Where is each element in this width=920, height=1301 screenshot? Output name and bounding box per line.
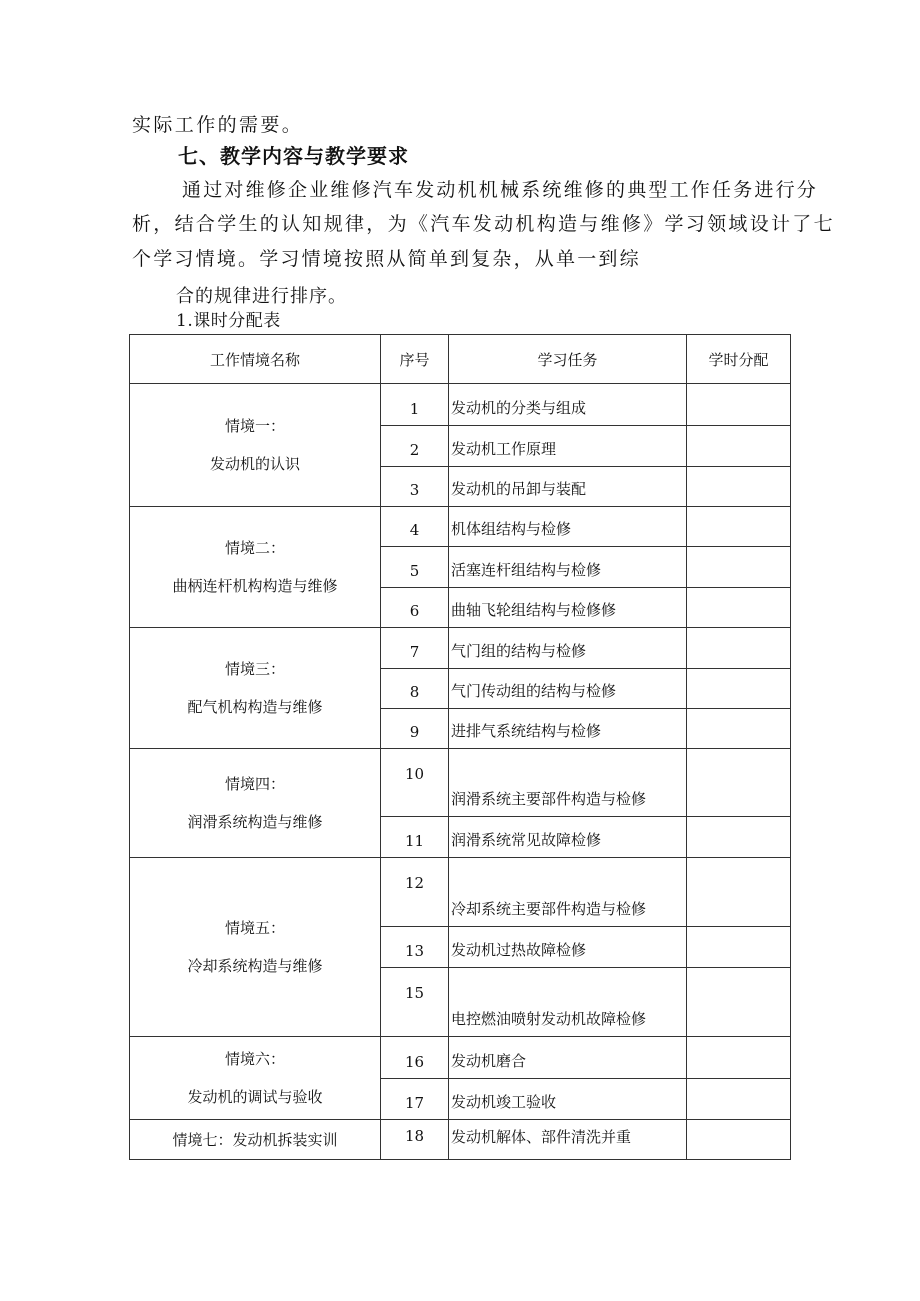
task-name: 机体组结构与检修 xyxy=(449,507,687,547)
table-row xyxy=(130,749,791,817)
hours-cell xyxy=(687,588,791,628)
table-row xyxy=(130,858,791,927)
hours-cell xyxy=(687,426,791,467)
task-name: 冷却系统主要部件构造与检修 xyxy=(449,858,687,927)
task-number: 6 xyxy=(381,588,449,628)
task-name: 气门传动组的结构与检修 xyxy=(449,669,687,709)
table-title: 1.课时分配表 xyxy=(176,311,281,331)
task-name: 发动机竣工验收 xyxy=(449,1079,687,1120)
hours-cell xyxy=(687,1079,791,1120)
task-number: 11 xyxy=(381,817,449,858)
task-name: 发动机磨合 xyxy=(449,1037,687,1079)
task-number: 13 xyxy=(381,927,449,968)
header-number: 序号 xyxy=(381,335,449,384)
paragraph-line-2: 析，结合学生的认知规律，为《汽车发动机构造与维修》学习领域设计了七 xyxy=(132,213,835,235)
paragraph-line-1: 通过对维修企业维修汽车发动机机械系统维修的典型工作任务进行分 xyxy=(182,179,819,201)
task-number: 17 xyxy=(381,1079,449,1120)
hours-cell xyxy=(687,507,791,547)
hours-cell xyxy=(687,817,791,858)
hours-cell xyxy=(687,1120,791,1160)
task-number: 15 xyxy=(381,968,449,1037)
scenario-name: 冷却系统构造与维修 xyxy=(187,957,323,975)
header-task: 学习任务 xyxy=(449,335,687,384)
table-row xyxy=(130,384,791,426)
scenario-cell xyxy=(130,858,381,1037)
hours-cell xyxy=(687,467,791,507)
task-number: 1 xyxy=(381,384,449,426)
task-number: 18 xyxy=(381,1120,449,1160)
table-row xyxy=(130,1120,791,1160)
scenario-name: 配气机构构造与维修 xyxy=(187,698,323,716)
table-row xyxy=(130,628,791,669)
table-row xyxy=(130,1037,791,1079)
task-number: 7 xyxy=(381,628,449,669)
scenario-name: 发动机的认识 xyxy=(209,455,300,473)
task-number: 8 xyxy=(381,669,449,709)
table-row xyxy=(130,507,791,547)
scenario-name: 润滑系统构造与维修 xyxy=(187,813,323,831)
hours-cell xyxy=(687,858,791,927)
scenario-name: 曲柄连杆机构构造与维修 xyxy=(172,577,338,595)
task-number: 16 xyxy=(381,1037,449,1079)
hours-cell xyxy=(687,1037,791,1079)
hours-cell xyxy=(687,669,791,709)
scenario-cell xyxy=(130,1037,381,1120)
table-header-row xyxy=(130,335,791,384)
task-name: 发动机的分类与组成 xyxy=(449,384,687,426)
hours-cell xyxy=(687,547,791,588)
task-name: 发动机工作原理 xyxy=(449,426,687,467)
scenario-cell xyxy=(130,507,381,628)
scenario-title: 情境四： xyxy=(224,775,285,793)
task-number: 5 xyxy=(381,547,449,588)
hours-cell xyxy=(687,968,791,1037)
hours-cell xyxy=(687,709,791,749)
task-number: 9 xyxy=(381,709,449,749)
scenario-cell xyxy=(130,384,381,507)
task-name: 进排气系统结构与检修 xyxy=(449,709,687,749)
scenario-cell xyxy=(130,628,381,749)
paragraph-line-3: 个学习情境。学习情境按照从简单到复杂，从单一到综 xyxy=(132,248,641,270)
hours-cell xyxy=(687,628,791,669)
task-number: 12 xyxy=(381,858,449,927)
scenario-title: 情境七：发动机拆装实训 xyxy=(172,1130,338,1149)
hours-cell xyxy=(687,384,791,426)
task-number: 3 xyxy=(381,467,449,507)
header-hours: 学时分配 xyxy=(687,335,791,384)
header-scenario: 工作情境名称 xyxy=(130,335,381,384)
scenario-cell xyxy=(130,1120,381,1160)
scenario-cell xyxy=(130,749,381,858)
scenario-title: 情境三： xyxy=(224,660,285,678)
hours-cell xyxy=(687,749,791,817)
task-name: 电控燃油喷射发动机故障检修 xyxy=(449,968,687,1037)
task-name: 活塞连杆组结构与检修 xyxy=(449,547,687,588)
task-name: 发动机的吊卸与装配 xyxy=(449,467,687,507)
scenario-title: 情境一： xyxy=(224,417,285,435)
task-number: 2 xyxy=(381,426,449,467)
task-name: 润滑系统常见故障检修 xyxy=(449,817,687,858)
task-name: 润滑系统主要部件构造与检修 xyxy=(449,749,687,817)
task-number: 10 xyxy=(381,749,449,817)
task-name: 发动机过热故障检修 xyxy=(449,927,687,968)
scenario-title: 情境五： xyxy=(224,919,285,937)
intro-tail-text: 实际工作的需要。 xyxy=(132,114,304,136)
scenario-name: 发动机的调试与验收 xyxy=(187,1088,323,1106)
scenario-title: 情境二： xyxy=(224,539,285,557)
schedule-table xyxy=(129,334,791,1160)
task-name: 气门组的结构与检修 xyxy=(449,628,687,669)
section-heading: 七、教学内容与教学要求 xyxy=(178,144,409,168)
task-name: 发动机解体、部件清洗并重 xyxy=(449,1120,687,1160)
task-name: 曲轴飞轮组结构与检修修 xyxy=(449,588,687,628)
scenario-title: 情境六： xyxy=(224,1050,285,1068)
hours-cell xyxy=(687,927,791,968)
task-number: 4 xyxy=(381,507,449,547)
paragraph-line-4: 合的规律进行排序。 xyxy=(176,286,347,307)
